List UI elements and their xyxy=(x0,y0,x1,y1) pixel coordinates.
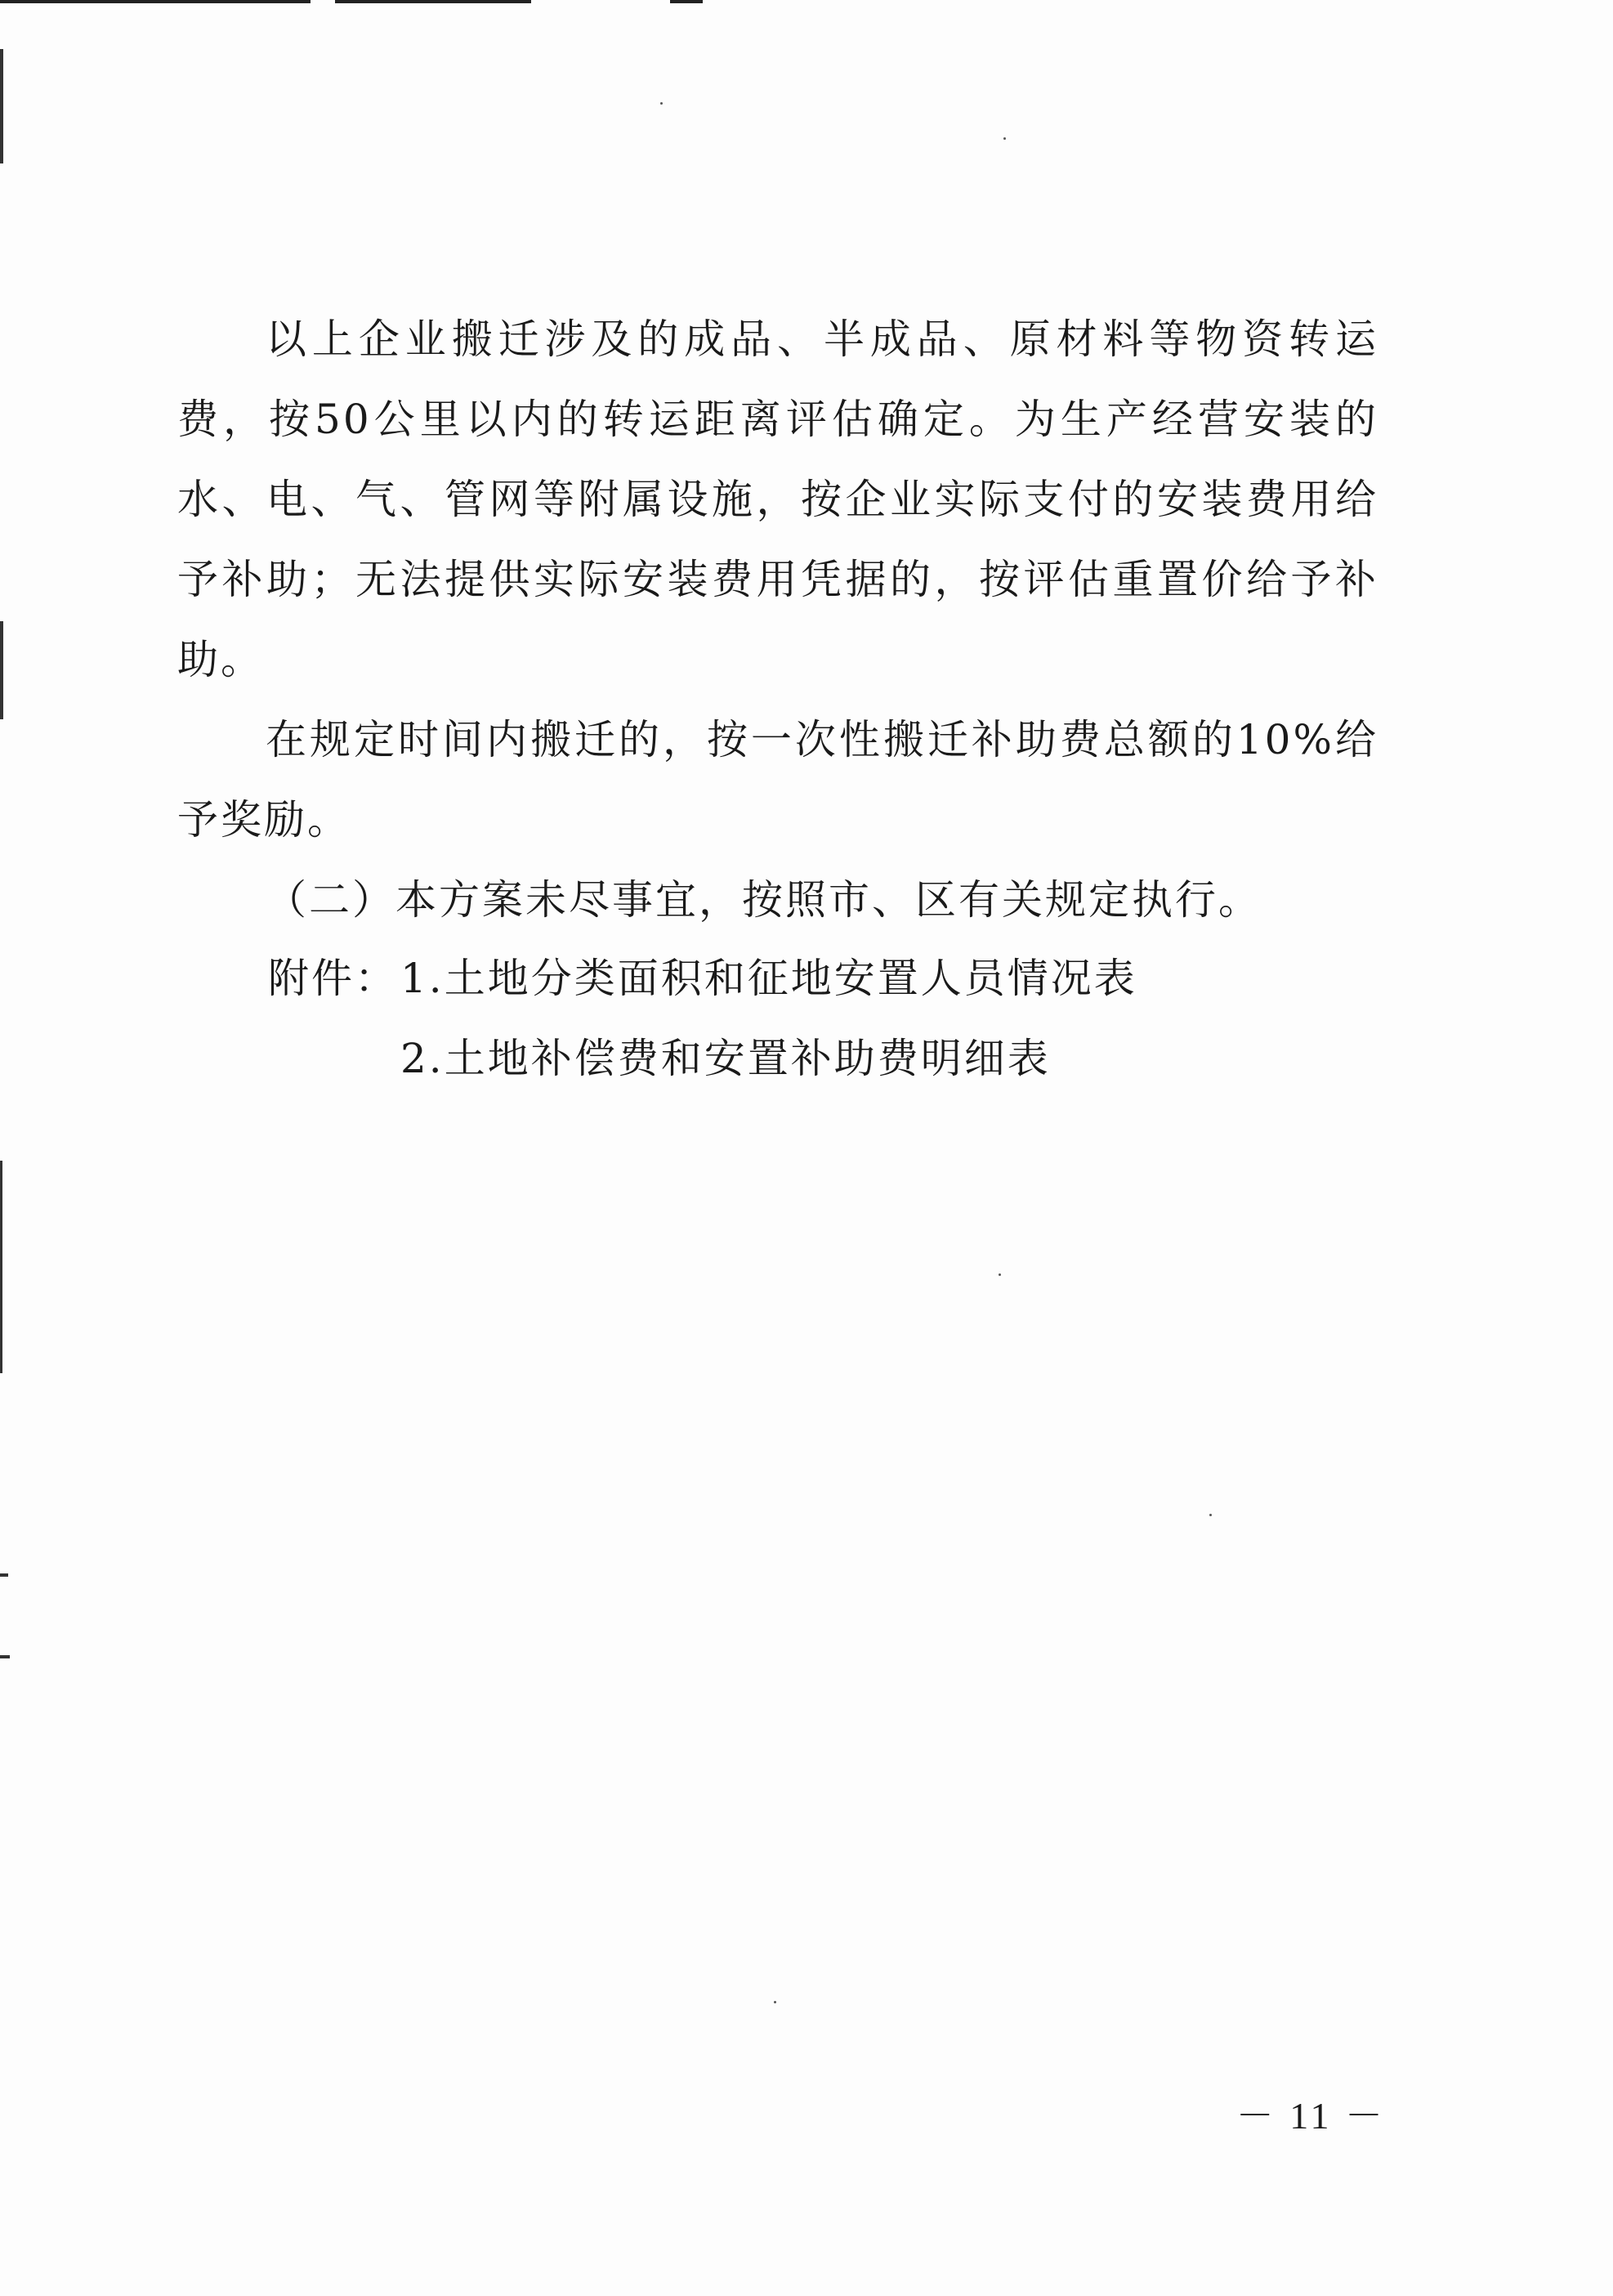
scan-edge-mark xyxy=(0,1655,10,1658)
paragraph-other-matters: （二）本方案未尽事宜，按照市、区有关规定执行。 xyxy=(266,876,1262,924)
paragraph-relocation-costs: 以上企业搬迁涉及的成品、半成品、原材料等物资转运费，按50公里以内的转运距离评估确定。为生产经营安装的水、电、气、管网等附属设施，按企业实际支付的安装费用给予补助；无法提供实际安装费用凭据的，按评估重置价给予补助。 xyxy=(177,316,1378,683)
scan-edge-mark xyxy=(0,1161,2,1373)
scan-edge-mark xyxy=(0,49,3,163)
attachment-item xyxy=(268,938,1137,1018)
body-text xyxy=(177,299,1378,940)
scan-speck xyxy=(1209,1514,1212,1516)
attachments-list xyxy=(268,938,1137,1099)
scan-edge-mark xyxy=(0,621,3,719)
attachment-title: 1.土地分类面积和征地安置人员情况表 xyxy=(400,955,1137,1002)
scan-speck xyxy=(660,102,663,105)
scan-edge-line xyxy=(335,0,531,3)
paragraph-relocation-reward: 在规定时间内搬迁的，按一次性搬迁补助费总额的10%给予奖励。 xyxy=(177,716,1378,844)
scan-speck xyxy=(1003,137,1006,140)
scan-edge-line xyxy=(670,0,703,3)
attachments-label: 附件： xyxy=(268,955,398,1002)
scan-edge-line xyxy=(0,0,311,3)
scan-edge-mark xyxy=(0,1573,8,1577)
attachment-item xyxy=(268,1018,1137,1099)
page-number: － 11 － xyxy=(1235,2095,1386,2137)
scan-speck xyxy=(774,2001,776,2003)
attachment-title: 2.土地补偿费和安置补助费明细表 xyxy=(400,1035,1051,1082)
scan-speck xyxy=(999,1273,1001,1276)
